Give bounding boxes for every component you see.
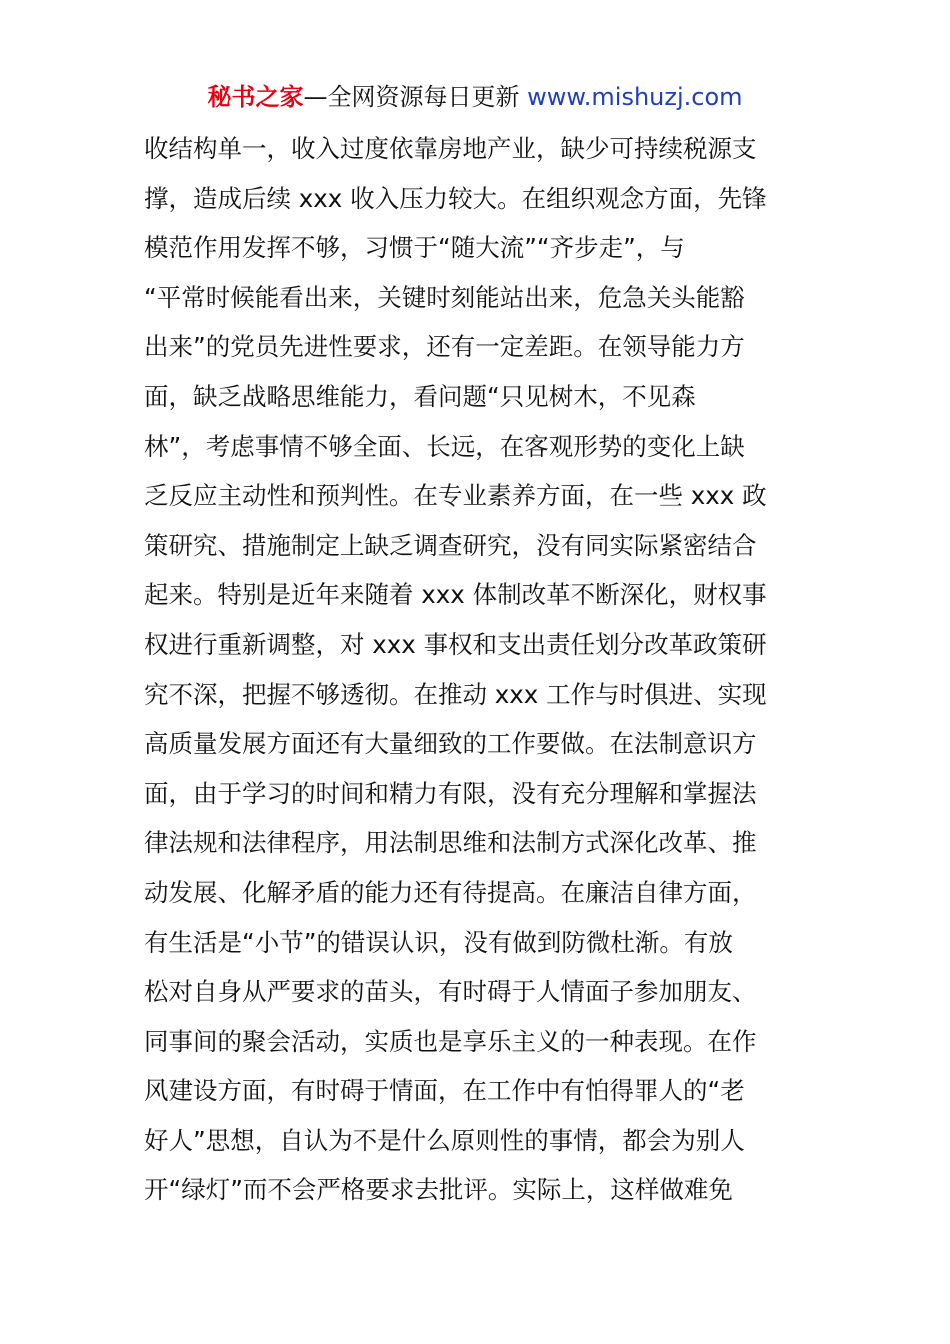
text-line: 模范作用发挥不够，习惯于“随大流”“齐步走”，与: [144, 233, 685, 263]
text-line: 策研究、措施制定上缺乏调查研究，没有同实际紧密结合: [144, 530, 757, 560]
text-line: 面，缺乏战略思维能力，看问题“只见树木，不见森: [144, 381, 696, 411]
site-url[interactable]: www.mishuzj.com: [519, 83, 743, 111]
text-line: 起来。特别是近年来随着 xxx 体制改革不断深化，财权事: [144, 580, 767, 610]
text-line: 高质量发展方面还有大量细致的工作要做。在法制意识方: [144, 729, 757, 759]
text-line: 律法规和法律程序，用法制思维和法制方式深化改革、推: [144, 828, 757, 858]
text-line: 究不深，把握不够透彻。在推动 xxx 工作与时俱进、实现: [144, 679, 767, 709]
brand-name: 秘书之家: [207, 83, 304, 111]
document-body: [144, 124, 794, 1215]
text-line: 林”，考虑事情不够全面、长远，在客观形势的变化上缺: [144, 431, 745, 461]
text-line: 收结构单一，收入过度依靠房地产业，缺少可持续税源支: [144, 134, 757, 163]
text-line: 松对自身从严要求的苗头，有时碍于人情面子参加朋友、: [144, 977, 757, 1007]
text-line: 撑，造成后续 xxx 收入压力较大。在组织观念方面，先锋: [144, 183, 767, 213]
text-line: 乏反应主动性和预判性。在专业素养方面，在一些 xxx 政: [144, 481, 767, 511]
text-line: 好人”思想，自认为不是什么原则性的事情，都会为别人: [144, 1125, 745, 1155]
text-line: 风建设方面，有时碍于情面，在工作中有怕得罪人的“老: [144, 1076, 745, 1106]
page-header: [0, 80, 950, 114]
text-line: “平常时候能看出来，关键时刻能站出来，危急关头能豁: [144, 282, 745, 312]
text-line: 同事间的聚会活动，实质也是享乐主义的一种表现。在作: [144, 1026, 757, 1056]
text-line: 动发展、化解矛盾的能力还有待提高。在廉洁自律方面，: [144, 877, 757, 907]
text-line: 出来”的党员先进性要求，还有一定差距。在领导能力方: [144, 332, 745, 362]
header-tagline: —全网资源每日更新: [303, 83, 520, 111]
text-line: 权进行重新调整，对 xxx 事权和支出责任划分改革政策研: [144, 629, 767, 659]
text-line: 面，由于学习的时间和精力有限，没有充分理解和掌握法: [144, 778, 757, 808]
text-line: 开“绿灯”而不会严格要求去批评。实际上，这样做难免: [144, 1175, 733, 1205]
text-line: 有生活是“小节”的错误认识，没有做到防微杜渐。有放: [144, 927, 733, 957]
